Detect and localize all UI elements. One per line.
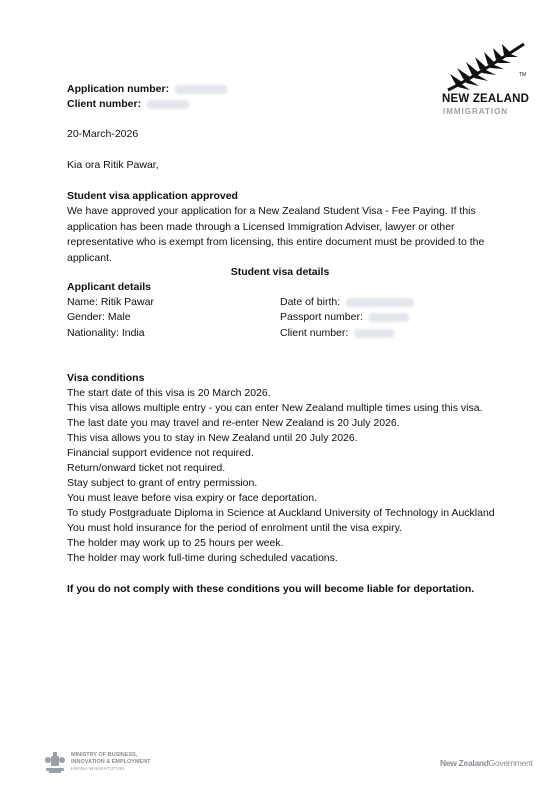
date-of-birth-row — [280, 295, 414, 310]
redacted-detail-client-number — [354, 329, 394, 338]
coat-of-arms-icon — [44, 751, 66, 775]
mbie-maori-name: HĪKINA WHAKATUTUKI — [71, 766, 125, 771]
condition-item: The holder may work up to 25 hours per week. — [67, 537, 284, 549]
redacted-passport-number — [369, 313, 409, 322]
visa-conditions-heading: Visa conditions — [67, 372, 145, 384]
redacted-application-number — [175, 85, 227, 94]
condition-item: This visa allows multiple entry - you can enter New Zealand multiple times using this visa. — [67, 402, 483, 414]
nz-government-part1: New Zealand — [440, 758, 489, 768]
greeting: Kia ora Ritik Pawar, — [67, 159, 159, 171]
date-of-birth-label: Date of birth: — [280, 296, 341, 308]
condition-item: You must leave before visa expiry or face deportation. — [67, 492, 318, 504]
logo-wordmark-primary: NEW ZEALAND — [442, 93, 530, 105]
condition-item: Return/onward ticket not required. — [67, 462, 226, 474]
nz-government-wordmark — [440, 758, 532, 768]
client-number-row — [67, 97, 189, 112]
application-number-row — [67, 82, 227, 97]
condition-item: The holder may work full-time during scheduled vacations. — [67, 552, 338, 564]
applicant-gender: Gender: Male — [67, 311, 131, 323]
applicant-details-heading: Applicant details — [67, 281, 152, 293]
condition-item: Financial support evidence not required. — [67, 447, 254, 459]
application-number-label: Application number: — [67, 83, 170, 95]
nz-government-part2: Government — [488, 758, 533, 768]
visa-conditions-list — [67, 386, 495, 566]
condition-item: The last date you may travel and re-enter New Zealand is 20 July 2026. — [67, 417, 400, 429]
condition-item: This visa allows you to stay in New Zealand until 20 July 2026. — [67, 432, 358, 444]
deportation-warning: If you do not comply with these conditions you will become liable for deportation. — [67, 583, 475, 595]
nz-immigration-logo — [440, 40, 530, 120]
letter-date: 20-March-2026 — [67, 128, 139, 140]
intro-paragraph: We have approved your application for a New Zealand Student Visa - Fee Paying. If this application has been made through a Licensed Immigration Adviser, lawyer or other representative who is exempt from licensing, this entire document must be provided to the applicant. — [67, 205, 485, 264]
condition-item: You must hold insurance for the period of enrolment until the visa expiry. — [67, 522, 403, 534]
detail-client-number-row — [280, 326, 394, 341]
condition-item: The start date of this visa is 20 March 2026. — [67, 387, 271, 399]
passport-number-label: Passport number: — [280, 311, 363, 323]
mbie-logo — [44, 751, 184, 777]
logo-wordmark-secondary: IMMIGRATION — [443, 107, 509, 116]
client-number-label: Client number: — [67, 98, 142, 110]
redacted-date-of-birth — [346, 298, 414, 307]
trademark-symbol: TM — [519, 72, 527, 78]
silver-fern-icon — [444, 40, 526, 92]
mbie-name-line1: MINISTRY OF BUSINESS, — [71, 752, 138, 758]
applicant-nationality: Nationality: India — [67, 327, 145, 339]
mbie-name-line2: INNOVATION & EMPLOYMENT — [71, 758, 151, 765]
visa-details-title: Student visa details — [230, 266, 330, 278]
passport-number-row — [280, 310, 409, 325]
condition-item: To study Postgraduate Diploma in Science at Auckland University of Technology in Auckland — [67, 507, 495, 519]
applicant-name: Name: Ritik Pawar — [67, 296, 154, 308]
approval-heading: Student visa application approved — [67, 190, 238, 202]
detail-client-number-label: Client number: — [280, 327, 349, 339]
condition-item: Stay subject to grant of entry permission. — [67, 477, 258, 489]
redacted-client-number — [147, 100, 189, 109]
